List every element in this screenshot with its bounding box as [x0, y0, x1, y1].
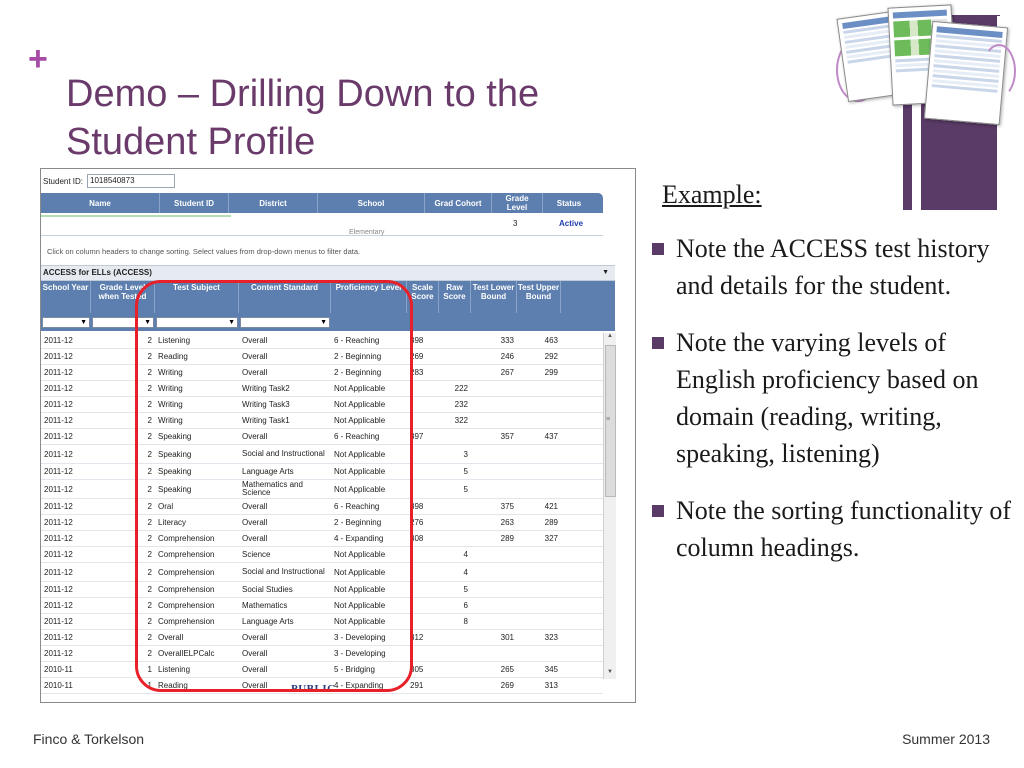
cell-content-standard: Science [242, 550, 271, 559]
cell-school-year: 2011-12 [44, 484, 73, 494]
col-school-year[interactable]: School Year [41, 281, 91, 313]
cell-content-standard: Writing Task3 [242, 400, 290, 409]
cell-test-subject: Comprehension [158, 601, 215, 610]
cell-test-subject: Reading [158, 352, 188, 361]
cell-test-lower-bound: 263 [500, 518, 514, 527]
cell-test-subject: Comprehension [158, 617, 215, 626]
cell-raw-score: 322 [454, 416, 468, 425]
profile-col-student-id[interactable]: Student ID [160, 193, 229, 213]
cell-test-lower-bound: 301 [500, 633, 514, 642]
cell-test-lower-bound: 357 [500, 432, 514, 441]
cell-scale-score: 398 [410, 336, 424, 345]
table-row[interactable] [41, 429, 603, 445]
filter-row [41, 313, 615, 331]
cell-test-upper-bound: 437 [544, 432, 558, 441]
table-row[interactable] [41, 349, 603, 365]
table-row[interactable] [41, 413, 603, 429]
cell-test-subject: Comprehension [158, 550, 215, 559]
cell-grade-level: 2 [147, 432, 152, 441]
cell-grade-level: 2 [147, 518, 152, 527]
cell-test-subject: Comprehension [158, 585, 215, 594]
cell-test-subject: Writing [158, 400, 183, 409]
cell-proficiency-level: Not Applicable [334, 585, 386, 594]
cell-content-standard: Overall [242, 368, 268, 377]
cell-school-year: 2011-12 [44, 649, 73, 658]
table-row[interactable] [41, 381, 603, 397]
cell-proficiency-level: 3 - Developing [334, 633, 386, 642]
cell-proficiency-level: Not Applicable [334, 550, 386, 559]
bullet-item [652, 324, 1012, 472]
cell-school-year: 2011-12 [44, 502, 73, 511]
table-row[interactable] [41, 662, 603, 678]
cell-school-year: 2011-12 [44, 400, 73, 409]
collapse-caret-icon[interactable]: ▼ [602, 269, 609, 276]
cell-test-subject: Writing [158, 384, 183, 393]
cell-proficiency-level: 2 - Beginning [334, 352, 382, 361]
bullet-text: Note the varying levels of English proficiency based on domain (reading, writing, speaking, listening) [676, 328, 979, 468]
grid-scrollbar[interactable] [603, 333, 616, 679]
cell-school-year: 2011-12 [44, 416, 73, 425]
cell-test-upper-bound: 289 [544, 518, 558, 527]
cell-proficiency-level: Not Applicable [334, 416, 386, 425]
cell-grade-level: 2 [147, 567, 152, 577]
cell-proficiency-level: 3 - Developing [334, 649, 386, 658]
table-row[interactable] [41, 445, 603, 464]
dropdown-arrow-icon: ▼ [80, 318, 87, 326]
cell-proficiency-level: 6 - Reaching [334, 502, 380, 511]
col-test-lower-bound[interactable]: Test Lower Bound [471, 281, 517, 313]
square-bullet-icon [652, 505, 664, 517]
cell-content-standard: Overall [242, 649, 268, 658]
filter-school-year-select[interactable] [42, 317, 90, 328]
dropdown-arrow-icon: ▼ [144, 318, 151, 326]
cell-proficiency-level: Not Applicable [334, 467, 386, 476]
cell-grade-level: 2 [147, 617, 152, 626]
cell-grade-level: 2 [147, 550, 152, 559]
cell-content-standard: Social and Instructional [242, 450, 325, 458]
cell-content-standard: Writing Task2 [242, 384, 290, 393]
cell-grade-level: 2 [147, 484, 152, 494]
cell-school-year: 2011-12 [44, 534, 73, 543]
cell-proficiency-level: 6 - Reaching [334, 432, 380, 441]
col-content-standard[interactable]: Content Standard [239, 281, 331, 313]
cell-content-standard: Overall [242, 665, 268, 674]
cell-school-year: 2011-12 [44, 617, 73, 626]
status-value: Active [559, 219, 584, 228]
cell-test-upper-bound: 463 [544, 336, 558, 345]
bullet-text: Note the ACCESS test history and details for the student. [676, 234, 990, 300]
cell-grade-level: 2 [147, 502, 152, 511]
cell-school-year: 2011-12 [44, 567, 73, 577]
cell-raw-score: 8 [463, 617, 468, 626]
district-logo: PUBLIC [291, 683, 336, 695]
cell-grade-level: 2 [147, 467, 152, 476]
cell-scale-score: 308 [410, 534, 424, 543]
cell-scale-score: 283 [410, 368, 424, 377]
table-row[interactable] [41, 480, 603, 499]
cell-school-year: 2011-12 [44, 518, 73, 527]
cell-content-standard: Overall [242, 432, 268, 441]
cell-test-subject: Listening [158, 336, 191, 345]
cell-test-subject: Overall [158, 633, 184, 642]
cell-proficiency-level: Not Applicable [334, 567, 386, 577]
square-bullet-icon [652, 243, 664, 255]
table-row[interactable] [41, 614, 603, 630]
col-spacer [561, 281, 609, 313]
scroll-down-icon[interactable]: ▼ [607, 669, 613, 675]
cell-content-standard: Language Arts [242, 617, 294, 626]
plus-mark: + [28, 40, 48, 78]
cell-school-year: 2011-12 [44, 368, 73, 377]
col-test-upper-bound[interactable]: Test Upper Bound [517, 281, 561, 313]
cell-proficiency-level: Not Applicable [334, 484, 386, 494]
col-raw-score[interactable]: Raw Score [439, 281, 471, 313]
access-section-bar[interactable] [41, 265, 615, 281]
cell-test-subject: Literacy [158, 518, 187, 527]
bullet-item [652, 492, 1012, 566]
cell-scale-score: 305 [410, 665, 424, 674]
bullet-item [652, 230, 1012, 304]
student-profile-screenshot [40, 168, 636, 703]
cell-grade-level: 2 [147, 601, 152, 610]
cell-school-year: 2011-12 [44, 550, 73, 559]
cell-grade-level: 2 [147, 368, 152, 377]
scroll-grip-icon: ≡ [606, 416, 611, 423]
cell-scale-score: 269 [410, 352, 424, 361]
footer-date: Summer 2013 [902, 731, 990, 747]
profile-header-row [41, 193, 603, 213]
cell-grade-level: 2 [147, 585, 152, 594]
filter-content-standard-select[interactable] [240, 317, 330, 328]
cell-test-lower-bound: 246 [500, 352, 514, 361]
scroll-up-icon[interactable]: ▲ [607, 333, 613, 339]
cell-school-year: 2011-12 [44, 585, 73, 594]
cell-school-year: 2011-12 [44, 352, 73, 361]
profile-col-status[interactable]: Status [556, 198, 582, 208]
col-proficiency-level[interactable]: Proficiency Level [331, 281, 407, 313]
cell-test-subject: OverallELPCalc [158, 649, 215, 658]
slide-title [66, 70, 706, 166]
cell-content-standard: Language Arts [242, 467, 294, 476]
cell-proficiency-level: Not Applicable [334, 400, 386, 409]
cell-test-upper-bound: 421 [544, 502, 558, 511]
cell-content-standard: Overall [242, 502, 268, 511]
table-row[interactable] [41, 630, 603, 646]
cell-proficiency-level: 4 - Expanding [334, 534, 384, 543]
cell-raw-score: 3 [463, 449, 468, 459]
cell-test-upper-bound: 313 [544, 681, 558, 690]
access-grid-body [41, 333, 603, 694]
table-row[interactable] [41, 598, 603, 614]
cell-scale-score: 398 [410, 502, 424, 511]
cell-grade-level: 2 [147, 352, 152, 361]
col-grade-level[interactable]: Grade Level when Tested [91, 281, 155, 313]
cell-grade-level: 1 [147, 681, 152, 690]
cell-school-year: 2011-12 [44, 449, 73, 459]
cell-scale-score: 312 [410, 633, 424, 642]
cell-test-lower-bound: 289 [500, 534, 514, 543]
table-row[interactable] [41, 531, 603, 547]
cell-test-subject: Listening [158, 665, 191, 674]
screenshot-thumbnails-illustration [832, 4, 1018, 126]
footer-authors: Finco & Torkelson [33, 731, 145, 747]
profile-data-row[interactable] [41, 213, 603, 236]
cell-content-standard: Overall [242, 336, 268, 345]
table-row[interactable] [41, 464, 603, 480]
filter-grade-level-select[interactable] [92, 317, 154, 328]
cell-grade-level: 2 [147, 649, 152, 658]
cell-content-standard: Writing Task1 [242, 416, 290, 425]
cell-scale-score: 291 [410, 681, 424, 690]
cell-test-upper-bound: 299 [544, 368, 558, 377]
cell-test-upper-bound: 345 [544, 665, 558, 674]
profile-col-district[interactable]: District [229, 193, 318, 213]
cell-test-lower-bound: 269 [500, 681, 514, 690]
cell-proficiency-level: 5 - Bridging [334, 665, 375, 674]
cell-school-year: 2011-12 [44, 384, 73, 393]
cell-test-subject: Speaking [158, 484, 192, 494]
school-value: Elementary [349, 229, 385, 236]
cell-test-upper-bound: 327 [544, 534, 558, 543]
cell-school-year: 2010-11 [44, 665, 73, 674]
cell-raw-score: 222 [454, 384, 468, 393]
cell-test-upper-bound: 292 [544, 352, 558, 361]
col-test-subject[interactable]: Test Subject [155, 281, 239, 313]
student-id-row [41, 174, 175, 188]
cell-test-subject: Oral [158, 502, 174, 511]
cycle-arrow-icon [982, 44, 1016, 98]
cell-raw-score: 5 [463, 484, 468, 494]
cell-grade-level: 2 [147, 633, 152, 642]
profile-col-school[interactable]: School [318, 193, 425, 213]
cell-proficiency-level: Not Applicable [334, 449, 386, 459]
cell-content-standard: Social and Instructional [242, 568, 325, 576]
cell-test-subject: Comprehension [158, 534, 215, 543]
cell-grade-level: 2 [147, 416, 152, 425]
table-row[interactable] [41, 547, 603, 563]
cell-proficiency-level: Not Applicable [334, 601, 386, 610]
cell-grade-level: 2 [147, 400, 152, 409]
cell-proficiency-level: Not Applicable [334, 617, 386, 626]
cell-content-standard: Overall [242, 352, 268, 361]
cell-scale-score: 276 [410, 518, 424, 527]
cell-grade-level: 1 [147, 665, 152, 674]
profile-col-grad-cohort[interactable]: Grad Cohort [425, 193, 492, 213]
cell-raw-score: 4 [463, 550, 468, 559]
filter-test-subject-select[interactable] [156, 317, 238, 328]
cell-school-year: 2011-12 [44, 633, 73, 642]
cell-test-lower-bound: 265 [500, 665, 514, 674]
access-section-title: ACCESS for ELLs (ACCESS) [43, 268, 152, 277]
cell-content-standard: Mathematics [242, 601, 288, 610]
cell-raw-score: 5 [463, 467, 468, 476]
dropdown-arrow-icon: ▼ [228, 318, 235, 326]
student-id-label: Student ID: [43, 176, 84, 186]
cell-raw-score: 232 [454, 400, 468, 409]
cell-test-subject: Speaking [158, 432, 192, 441]
student-id-input[interactable]: 1018540873 [87, 174, 175, 188]
notes-panel [652, 180, 1012, 566]
cell-grade-level: 2 [147, 449, 152, 459]
cell-test-subject: Writing [158, 416, 183, 425]
slide-title-line-2: Student Profile [66, 121, 316, 163]
cell-grade-level: 2 [147, 534, 152, 543]
cell-raw-score: 4 [463, 567, 468, 577]
cell-content-standard: Social Studies [242, 585, 293, 594]
sorting-hint: Click on column headers to change sorting. Select values from drop-down menus to filter data. [47, 247, 361, 256]
cell-content-standard: Overall [242, 633, 268, 642]
cell-test-subject: Writing [158, 368, 183, 377]
grade-value: 3 [513, 219, 518, 228]
cell-test-subject: Reading [158, 681, 188, 690]
profile-col-grade-level[interactable]: Grade Level [492, 193, 543, 213]
dropdown-arrow-icon: ▼ [320, 318, 327, 326]
bullet-text: Note the sorting functionality of column headings. [676, 496, 1012, 562]
cell-grade-level: 2 [147, 336, 152, 345]
cell-proficiency-level: 4 - Expanding [334, 681, 384, 690]
table-row[interactable] [41, 582, 603, 598]
access-grid-header [41, 281, 615, 313]
example-heading: Example: [662, 180, 762, 209]
cell-content-standard: Overall [242, 534, 268, 543]
cell-content-standard: Overall [242, 681, 268, 690]
cell-grade-level: 2 [147, 384, 152, 393]
cell-proficiency-level: 6 - Reaching [334, 336, 380, 345]
table-row[interactable] [41, 333, 603, 349]
square-bullet-icon [652, 337, 664, 349]
cell-test-upper-bound: 323 [544, 633, 558, 642]
cell-scale-score: 397 [410, 432, 424, 441]
cell-raw-score: 5 [463, 585, 468, 594]
cell-content-standard: Mathematics and Science [242, 481, 303, 497]
cell-raw-score: 6 [463, 601, 468, 610]
cell-test-lower-bound: 333 [500, 336, 514, 345]
cell-school-year: 2011-12 [44, 601, 73, 610]
table-row[interactable] [41, 515, 603, 531]
table-row[interactable] [41, 563, 603, 582]
cell-school-year: 2011-12 [44, 467, 73, 476]
cell-test-subject: Speaking [158, 449, 192, 459]
cell-test-lower-bound: 267 [500, 368, 514, 377]
cell-proficiency-level: 2 - Beginning [334, 518, 382, 527]
table-row[interactable] [41, 397, 603, 413]
cell-content-standard: Overall [242, 518, 268, 527]
cell-test-lower-bound: 375 [500, 502, 514, 511]
cell-proficiency-level: Not Applicable [334, 384, 386, 393]
cell-school-year: 2011-12 [44, 432, 73, 441]
profile-col-name[interactable]: Name [41, 193, 160, 213]
cell-school-year: 2010-11 [44, 681, 73, 690]
table-row[interactable] [41, 646, 603, 662]
col-scale-score[interactable]: Scale Score [407, 281, 439, 313]
table-row[interactable] [41, 499, 603, 515]
cell-proficiency-level: 2 - Beginning [334, 368, 382, 377]
table-row[interactable] [41, 365, 603, 381]
slide-title-line-1: Demo – Drilling Down to the [66, 73, 540, 115]
cell-school-year: 2011-12 [44, 336, 73, 345]
cell-test-subject: Comprehension [158, 567, 215, 577]
cell-test-subject: Speaking [158, 467, 192, 476]
